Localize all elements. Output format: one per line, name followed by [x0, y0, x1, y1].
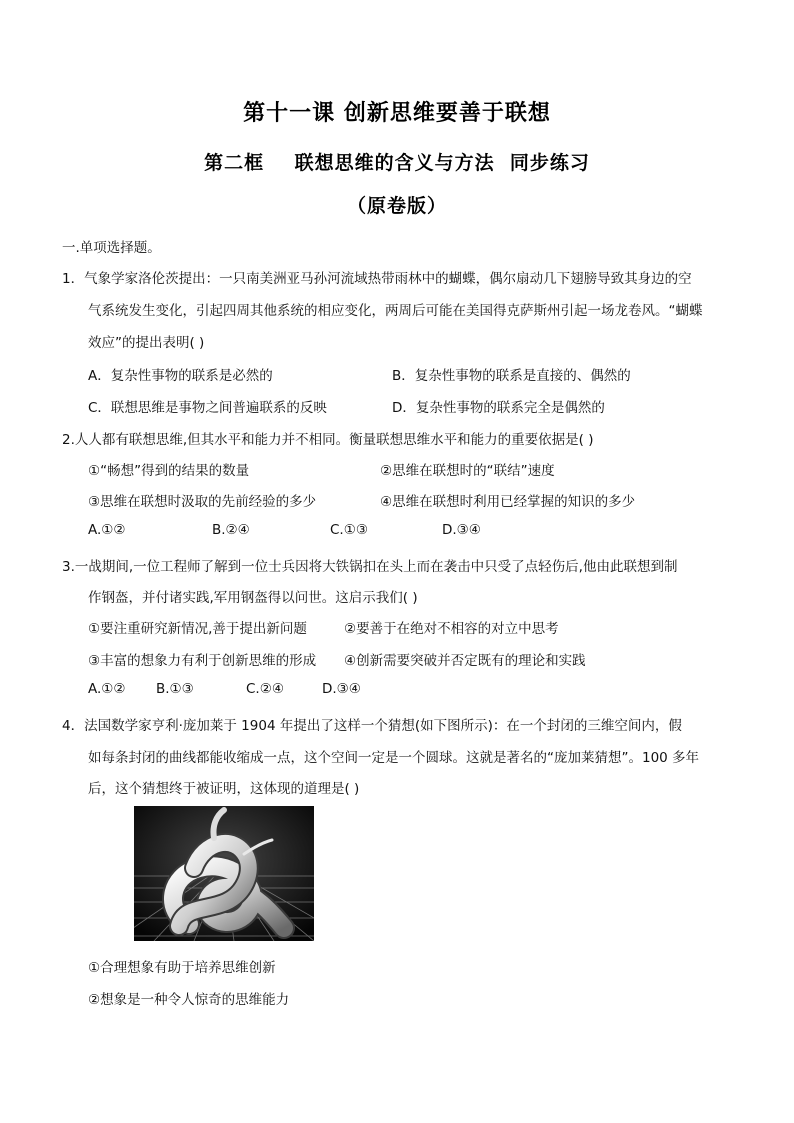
q4-stem-line-1: 4．法国数学家亨利·庞加莱于 1904 年提出了这样一个猜想(如下图所示)：在一个封闭的三维空间内，假: [62, 718, 682, 734]
edition-label: （原卷版）: [346, 195, 447, 217]
q2-statement-2: ②思维在联想时的“联结”速度: [380, 463, 555, 479]
poincare-knot-figure: [134, 806, 314, 941]
q3-option-d: D.③④: [322, 681, 361, 697]
q2-statement-3: ③思维在联想时汲取的先前经验的多少: [88, 494, 317, 510]
section-subtitle: 第二框 联想思维的含义与方法 同步练习: [204, 152, 590, 174]
q3-statement-4: ④创新需要突破并否定既有的理论和实践: [344, 653, 586, 669]
q3-option-a: A.①②: [88, 681, 126, 697]
q4-stem-line-3: 后，这个猜想终于被证明，这体现的道理是( ): [88, 781, 360, 797]
q3-statement-3: ③丰富的想象力有利于创新思维的形成: [88, 653, 317, 669]
q3-option-b: B.①③: [156, 681, 194, 697]
q2-option-d: D.③④: [442, 522, 481, 538]
q4-stem-line-2: 如每条封闭的曲线都能收缩成一点，这个空间一定是一个圆球。这就是著名的“庞加莱猜想”。100 多年: [88, 750, 700, 766]
q4-statement-1: ①合理想象有助于培养思维创新: [88, 960, 276, 976]
section-heading: 一.单项选择题。: [62, 240, 161, 256]
q2-option-b: B.②④: [212, 522, 250, 538]
q2-option-c: C.①③: [330, 522, 368, 538]
q2-stem: 2.人人都有联想思维,但其水平和能力并不相同。衡量联想思维水平和能力的重要依据是( ): [62, 432, 594, 448]
q1-option-b: B．复杂性事物的联系是直接的、偶然的: [392, 368, 631, 384]
q4-statement-2: ②想象是一种令人惊奇的思维能力: [88, 992, 290, 1008]
q1-stem-line-1: 1．气象学家洛伦茨提出：一只南美洲亚马孙河流域热带雨林中的蝴蝶，偶尔扇动几下翅膀导致其身边的空: [62, 271, 692, 287]
q3-option-c: C.②④: [246, 681, 284, 697]
q1-stem-line-3: 效应”的提出表明( ): [88, 335, 205, 351]
q3-stem-line-2: 作钢盔，并付诸实践,军用钢盔得以问世。这启示我们( ): [88, 590, 418, 606]
q2-statement-1: ①“畅想”得到的结果的数量: [88, 463, 250, 479]
lesson-title: 第十一课 创新思维要善于联想: [243, 100, 551, 126]
q1-option-c: C．联想思维是事物之间普遍联系的反映: [88, 400, 327, 416]
q2-statement-4: ④思维在联想时利用已经掌握的知识的多少: [380, 494, 636, 510]
q1-stem-line-2: 气系统发生变化，引起四周其他系统的相应变化，两周后可能在美国得克萨斯州引起一场龙卷风。“蝴蝶: [88, 303, 703, 319]
q1-option-d: D．复杂性事物的联系完全是偶然的: [392, 400, 605, 416]
q1-option-a: A．复杂性事物的联系是必然的: [88, 368, 273, 384]
q3-statement-1: ①要注重研究新情况,善于提出新问题: [88, 621, 307, 637]
q2-option-a: A.①②: [88, 522, 126, 538]
q3-stem-line-1: 3.一战期间,一位工程师了解到一位士兵因将大铁锅扣在头上而在袭击中只受了点轻伤后,他由此联想到制: [62, 559, 678, 575]
q3-statement-2: ②要善于在绝对不相容的对立中思考: [344, 621, 559, 637]
